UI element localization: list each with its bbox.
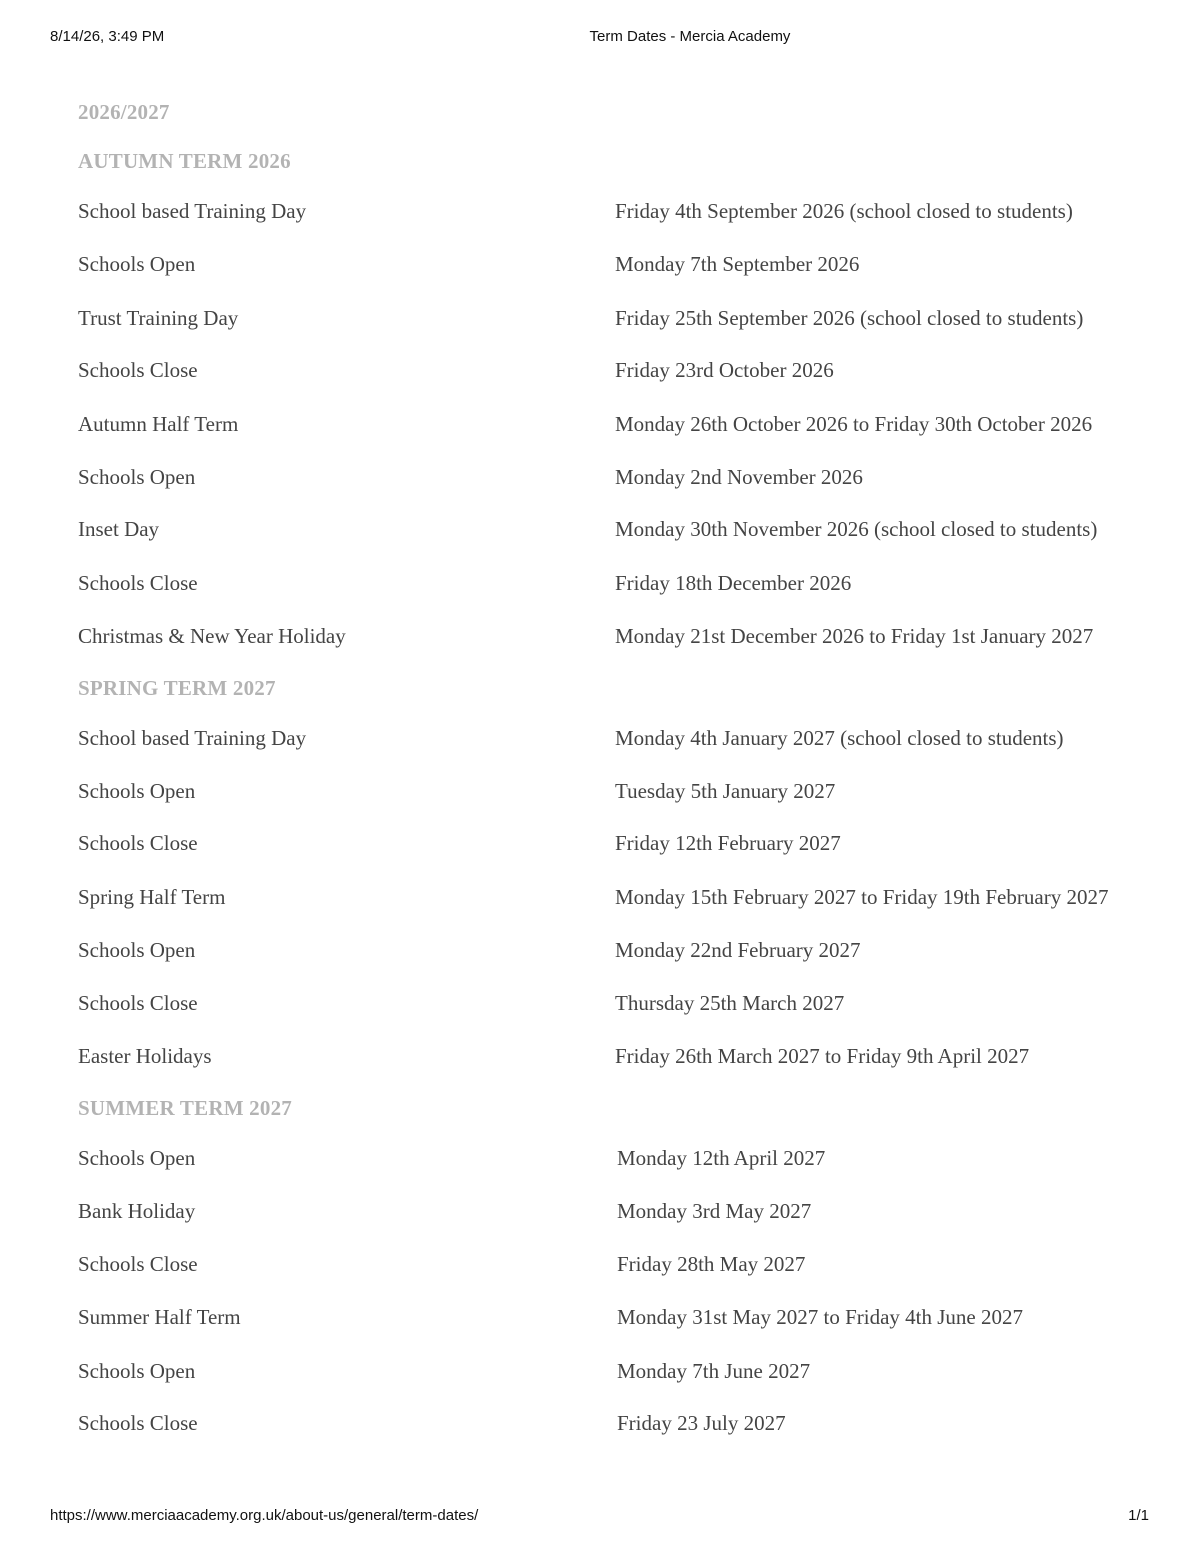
term-row <box>78 624 1178 654</box>
event-date: Monday 12th April 2027 <box>617 1146 826 1170</box>
event-date: Friday 12th February 2027 <box>615 831 841 855</box>
event-label: Autumn Half Term <box>78 412 239 436</box>
event-date: Monday 3rd May 2027 <box>617 1199 812 1223</box>
term-row <box>78 779 1178 809</box>
event-date: Monday 21st December 2026 to Friday 1st January 2027 <box>615 624 1094 648</box>
event-label: Easter Holidays <box>78 1044 212 1068</box>
event-label: Schools Open <box>78 779 196 803</box>
event-label: Schools Close <box>78 831 198 855</box>
term-heading-summer: SUMMER TERM 2027 <box>78 1096 292 1120</box>
event-date: Monday 4th January 2027 (school closed to students) <box>615 726 1064 750</box>
print-header <box>0 28 1200 48</box>
event-label: Schools Close <box>78 991 198 1015</box>
term-heading-spring: SPRING TERM 2027 <box>78 676 276 700</box>
year-heading: 2026/2027 <box>78 100 170 124</box>
event-label: Schools Open <box>78 938 196 962</box>
event-label: Schools Open <box>78 1146 196 1170</box>
term-row <box>78 1044 1178 1074</box>
term-heading-autumn: AUTUMN TERM 2026 <box>78 149 291 173</box>
event-date: Tuesday 5th January 2027 <box>615 779 836 803</box>
term-row <box>78 1252 1178 1282</box>
event-label: Christmas & New Year Holiday <box>78 624 346 648</box>
term-row <box>78 199 1178 229</box>
event-date: Friday 28th May 2027 <box>617 1252 806 1276</box>
term-row <box>78 831 1178 861</box>
page-url: https://www.merciaacademy.org.uk/about-us/general/term-dates/ <box>50 1507 479 1524</box>
event-label: Schools Open <box>78 1359 196 1383</box>
term-row <box>78 1305 1178 1335</box>
page-number: 1/1 <box>1128 1507 1149 1524</box>
event-date: Monday 7th September 2026 <box>615 252 860 276</box>
event-label: School based Training Day <box>78 199 307 223</box>
event-label: Summer Half Term <box>78 1305 241 1329</box>
event-date: Monday 22nd February 2027 <box>615 938 861 962</box>
term-row <box>78 517 1178 547</box>
term-row <box>78 1146 1178 1176</box>
event-date: Thursday 25th March 2027 <box>615 991 845 1015</box>
event-date: Monday 2nd November 2026 <box>615 465 863 489</box>
term-row <box>78 1411 1178 1441</box>
event-label: Spring Half Term <box>78 885 226 909</box>
event-date: Monday 30th November 2026 (school closed to students) <box>615 517 1098 541</box>
event-date: Friday 18th December 2026 <box>615 571 852 595</box>
term-row <box>78 412 1178 442</box>
term-row <box>78 726 1178 756</box>
event-date: Friday 23rd October 2026 <box>615 358 834 382</box>
event-label: Schools Open <box>78 465 196 489</box>
term-row <box>78 306 1178 336</box>
event-date: Friday 4th September 2026 (school closed to students) <box>615 199 1073 223</box>
event-date: Monday 7th June 2027 <box>617 1359 811 1383</box>
term-row <box>78 252 1178 282</box>
print-page-title: Term Dates - Mercia Academy <box>589 28 791 45</box>
event-label: Schools Open <box>78 252 196 276</box>
term-row <box>78 358 1178 388</box>
print-datetime: 8/14/26, 3:49 PM <box>50 28 165 45</box>
event-label: Schools Close <box>78 1411 198 1435</box>
term-row <box>78 465 1178 495</box>
event-label: Trust Training Day <box>78 306 239 330</box>
term-row <box>78 571 1178 601</box>
term-row <box>78 1199 1178 1229</box>
event-date: Friday 25th September 2026 (school closed to students) <box>615 306 1084 330</box>
print-footer <box>0 1507 1200 1527</box>
event-label: School based Training Day <box>78 726 307 750</box>
term-row <box>78 1359 1178 1389</box>
term-row <box>78 885 1178 915</box>
event-date: Friday 26th March 2027 to Friday 9th April 2027 <box>615 1044 1030 1068</box>
event-date: Friday 23 July 2027 <box>617 1411 786 1435</box>
event-date: Monday 31st May 2027 to Friday 4th June 2027 <box>617 1305 1023 1329</box>
event-label: Schools Close <box>78 1252 198 1276</box>
event-date: Monday 26th October 2026 to Friday 30th October 2026 <box>615 412 1093 436</box>
term-row <box>78 938 1178 968</box>
event-label: Schools Close <box>78 571 198 595</box>
event-label: Schools Close <box>78 358 198 382</box>
event-label: Inset Day <box>78 517 160 541</box>
event-date: Monday 15th February 2027 to Friday 19th February 2027 <box>615 885 1109 909</box>
event-label: Bank Holiday <box>78 1199 196 1223</box>
term-row <box>78 991 1178 1021</box>
